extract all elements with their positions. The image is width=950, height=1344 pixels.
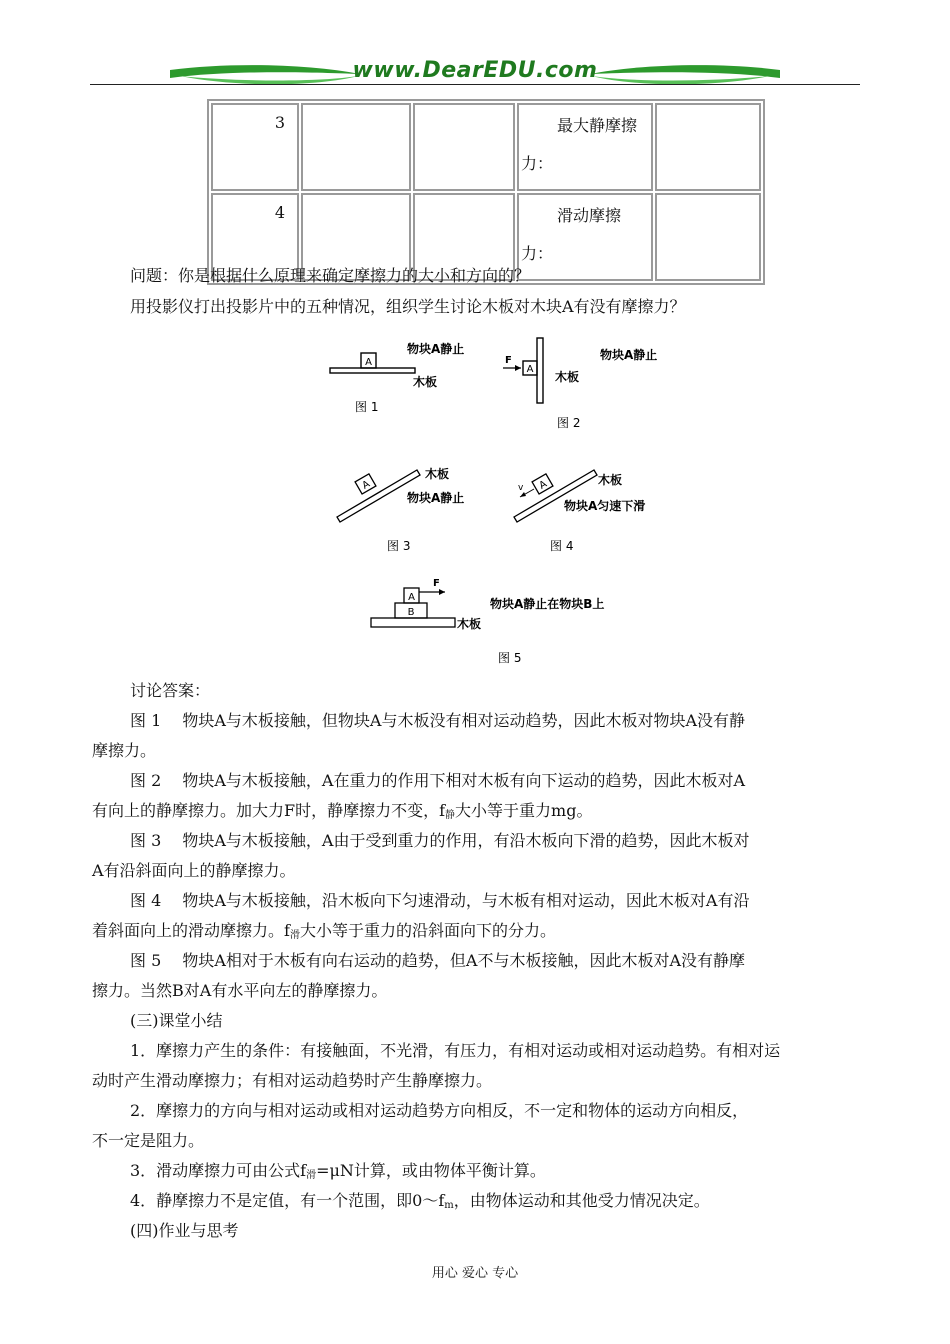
subscript: 滑 bbox=[289, 930, 300, 941]
discussion-text: 大小等于重力mg。 bbox=[455, 801, 593, 820]
discussion-line bbox=[92, 800, 592, 827]
row-label bbox=[517, 193, 653, 281]
row-number: 4 bbox=[211, 193, 299, 281]
subscript: 滑 bbox=[306, 1170, 317, 1181]
discussion-line: 图 1 物块A与木板接触，但物块A与木板没有相对运动趋势，因此木板对物块A没有静 bbox=[130, 711, 746, 730]
summary-title: (三)课堂小结 bbox=[130, 1011, 223, 1030]
summary-item: 2．摩擦力的方向与相对运动或相对运动趋势方向相反，不一定和物体的运动方向相反， bbox=[130, 1101, 749, 1120]
fig5-caption: 图 5 bbox=[498, 651, 522, 665]
figure-2 bbox=[495, 333, 675, 433]
fig3-label-b: 物块A静止 bbox=[407, 491, 465, 505]
discussion-text: 着斜面向上的滑动摩擦力。f bbox=[92, 921, 290, 940]
figure-4 bbox=[512, 462, 682, 558]
row-label-line2: 力： bbox=[521, 244, 554, 263]
summary-text: =μN计算，或由物体平衡计算。 bbox=[316, 1161, 546, 1180]
subscript: m bbox=[444, 1200, 454, 1211]
figure-5 bbox=[365, 572, 635, 668]
table-cell bbox=[301, 103, 411, 191]
instruction-text: 用投影仪打出投影片中的五种情况，组织学生讨论木板对木块A有没有摩擦力？ bbox=[130, 297, 686, 316]
discussion-line: 图 2 物块A与木板接触，A在重力的作用下相对木板有向下运动的趋势，因此木板对A bbox=[130, 771, 746, 790]
discussion-line: 擦力。当然B对A有水平向左的静摩擦力。 bbox=[92, 981, 388, 1000]
subscript: 静 bbox=[445, 810, 456, 821]
fig5-label-b: 木板 bbox=[457, 617, 482, 631]
summary-text: ，由物体运动和其他受力情况决定。 bbox=[453, 1191, 710, 1210]
row-number: 3 bbox=[211, 103, 299, 191]
table-row bbox=[211, 103, 761, 191]
fig5-label-a: 物块A静止在物块B上 bbox=[490, 597, 605, 611]
header-divider bbox=[90, 84, 860, 85]
figure-3 bbox=[335, 462, 485, 558]
fig1-label-a: 物块A静止 bbox=[407, 342, 465, 356]
table-cell bbox=[655, 193, 761, 281]
page-footer: 用心 爱心 专心 bbox=[431, 1266, 519, 1281]
fig3-caption: 图 3 bbox=[387, 539, 411, 553]
fig4-caption: 图 4 bbox=[550, 539, 574, 553]
homework-title: (四)作业与思考 bbox=[130, 1221, 239, 1240]
figure-1 bbox=[325, 338, 485, 420]
discussion-text: 有向上的静摩擦力。加大力F时，静摩擦力不变，f bbox=[92, 801, 446, 820]
summary-item: 1．摩擦力产生的条件：有接触面，不光滑，有压力，有相对运动或相对运动趋势。有相对运 bbox=[130, 1041, 781, 1060]
fig5-block-a-label: A bbox=[408, 592, 415, 603]
fig4-block-label: A bbox=[537, 478, 549, 492]
summary-item: 不一定是阻力。 bbox=[92, 1131, 205, 1150]
question-text: 问题：你是根据什么原理来确定摩擦力的大小和方向的？ bbox=[130, 266, 531, 285]
summary-item bbox=[130, 1160, 546, 1187]
table-cell bbox=[655, 103, 761, 191]
fig3-block-label: A bbox=[360, 478, 372, 492]
fig1-caption: 图 1 bbox=[355, 400, 379, 414]
fig1-block-label: A bbox=[365, 357, 372, 368]
row-label bbox=[517, 103, 653, 191]
fig5-force-label: F bbox=[433, 578, 440, 589]
table-cell bbox=[413, 103, 515, 191]
discussion-title: 讨论答案： bbox=[130, 681, 211, 700]
fig5-block-b-label: B bbox=[407, 607, 415, 618]
summary-item: 动时产生滑动摩擦力；有相对运动趋势时产生静摩擦力。 bbox=[92, 1071, 493, 1090]
summary-item bbox=[130, 1190, 710, 1217]
fig2-label-a: 物块A静止 bbox=[600, 348, 658, 362]
discussion-line: 摩擦力。 bbox=[92, 741, 157, 760]
fig2-block-label: A bbox=[526, 364, 534, 375]
row-label-line2: 力： bbox=[521, 154, 554, 173]
row-label-line1: 滑动摩擦 bbox=[557, 206, 622, 225]
discussion-line: 图 5 物块A相对于木板有向右运动的趋势，但A不与木板接触，因此木板对A没有静摩 bbox=[130, 951, 746, 970]
fig1-label-b: 木板 bbox=[413, 375, 438, 389]
discussion-text: 大小等于重力的沿斜面向下的分力。 bbox=[299, 921, 556, 940]
discussion-line: 图 4 物块A与木板接触，沿木板向下匀速滑动，与木板有相对运动，因此木板对A有沿 bbox=[130, 891, 750, 910]
fig2-force-label: F bbox=[505, 355, 512, 366]
experiment-table bbox=[207, 99, 765, 285]
summary-text: 4．静摩擦力不是定值，有一个范围，即0～f bbox=[130, 1191, 445, 1210]
row-label-line1: 最大静摩擦 bbox=[557, 116, 638, 135]
fig4-label-b: 物块A匀速下滑 bbox=[564, 499, 646, 513]
fig4-velocity-label: v bbox=[518, 483, 524, 493]
fig4-label-a: 木板 bbox=[598, 473, 623, 487]
discussion-line: 图 3 物块A与木板接触，A由于受到重力的作用，有沿木板向下滑的趋势，因此木板对 bbox=[130, 831, 750, 850]
discussion-line bbox=[92, 920, 556, 947]
fig3-label-a: 木板 bbox=[425, 467, 450, 481]
site-logo-text: www.DearEDU.com bbox=[352, 58, 598, 83]
summary-text: 3．滑动摩擦力可由公式f bbox=[130, 1161, 307, 1180]
discussion-line: A有沿斜面向上的静摩擦力。 bbox=[92, 861, 296, 880]
fig2-label-b: 木板 bbox=[555, 370, 580, 384]
fig2-caption: 图 2 bbox=[557, 416, 581, 430]
